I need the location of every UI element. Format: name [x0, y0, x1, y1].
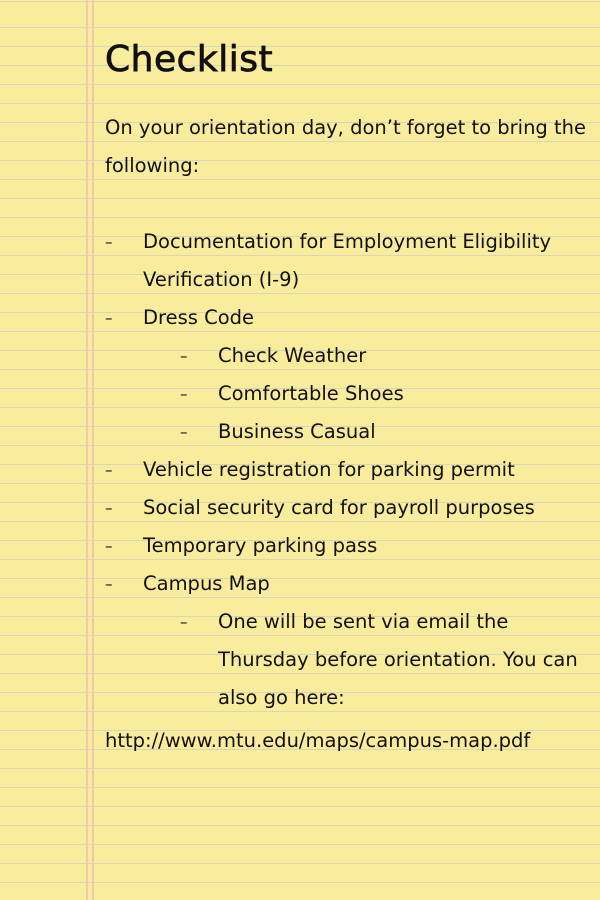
- dash-bullet: –: [180, 385, 188, 403]
- list-item-label: Check Weather: [218, 344, 367, 367]
- list-item-social-security-card: [105, 489, 595, 527]
- list-item-vehicle-registration: [105, 451, 595, 489]
- margin-line-right: [92, 0, 94, 900]
- list-item-label: Dress Code: [143, 306, 255, 329]
- list-item-label: Business Casual: [218, 420, 376, 443]
- dash-bullet: –: [180, 423, 188, 441]
- list-item-label: Documentation for Employment Eligibility Verification (I-9): [143, 230, 552, 291]
- list-item-label: Vehicle registration for parking permit: [143, 458, 515, 481]
- checklist-items: [105, 223, 595, 717]
- list-item-label: One will be sent via email the Thursday before orientation. You can also go here:: [218, 610, 578, 709]
- dash-bullet: –: [105, 575, 113, 593]
- list-item-dress-code: [105, 299, 595, 337]
- list-item-label: Campus Map: [143, 572, 270, 595]
- page-title: Checklist: [105, 39, 274, 80]
- list-item-label: Temporary parking pass: [143, 534, 378, 557]
- list-item-temporary-parking-pass: [105, 527, 595, 565]
- list-item-i9: [105, 223, 595, 299]
- list-item-campus-map: [105, 565, 595, 603]
- list-subitem-check-weather: [105, 337, 595, 375]
- checklist-content: [105, 34, 595, 717]
- campus-map-url: http://www.mtu.edu/maps/campus-map.pdf: [105, 729, 531, 752]
- dash-bullet: –: [105, 537, 113, 555]
- dash-bullet: –: [105, 461, 113, 479]
- dash-bullet: –: [105, 309, 113, 327]
- list-subitem-comfortable-shoes: [105, 375, 595, 413]
- margin-line-left: [86, 0, 88, 900]
- dash-bullet: –: [180, 347, 188, 365]
- list-item-label: Social security card for payroll purposes: [143, 496, 535, 519]
- dash-bullet: –: [105, 499, 113, 517]
- dash-bullet: –: [180, 613, 188, 631]
- list-subitem-map-email: [105, 603, 595, 717]
- dash-bullet: –: [105, 233, 113, 251]
- list-item-label: Comfortable Shoes: [218, 382, 404, 405]
- intro-text: On your orientation day, don’t forget to bring the following:: [105, 116, 587, 177]
- list-subitem-business-casual: [105, 413, 595, 451]
- blank-line: [105, 185, 595, 223]
